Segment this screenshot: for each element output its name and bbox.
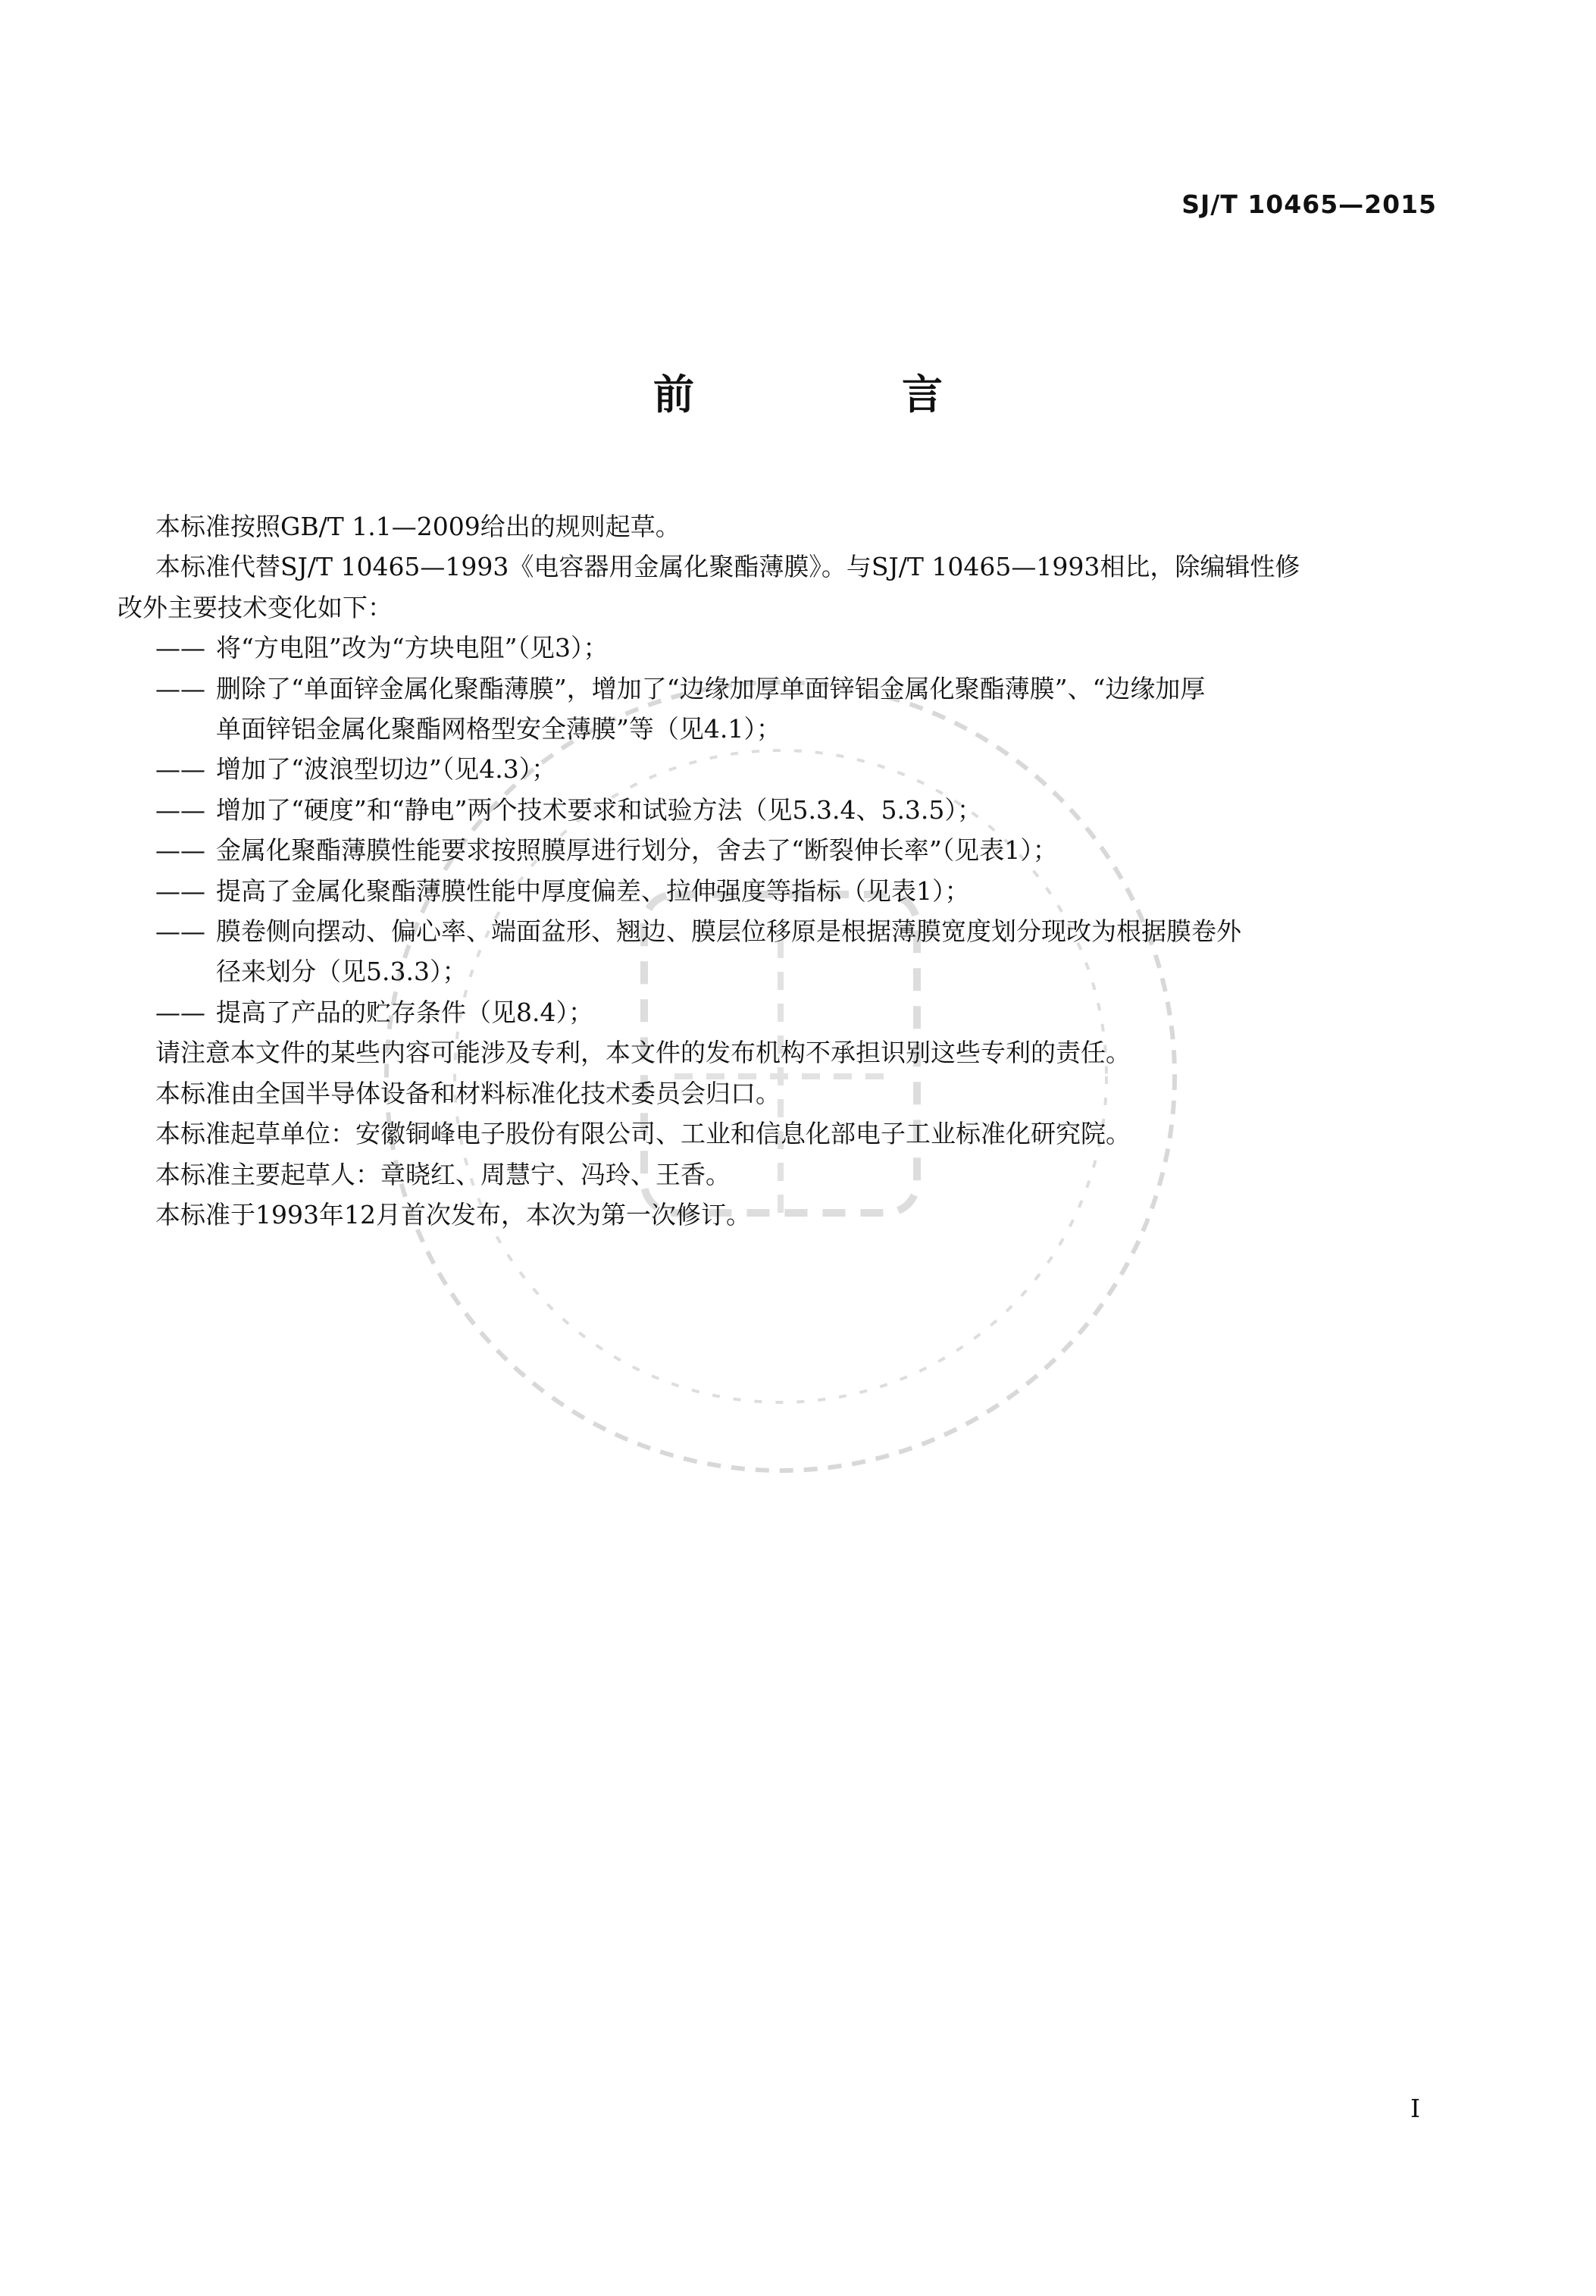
paragraph-drafting-rule: 本标准按照GB/T 1.1—2009给出的规则起草。 bbox=[155, 512, 681, 541]
paragraph-drafters: 本标准主要起草人：章晓红、周慧宁、冯玲、王香。 bbox=[155, 1159, 731, 1189]
paragraph-patent-notice: 请注意本文件的某些内容可能涉及专利，本文件的发布机构不承担识别这些专利的责任。 bbox=[155, 1038, 1131, 1068]
change-list bbox=[155, 628, 1444, 1032]
list-item: —— 增加了“硬度”和“静电”两个技术要求和试验方法（见5.3.4、5.3.5）； bbox=[155, 794, 982, 825]
paragraph-history: 本标准于1993年12月首次发布，本次为第一次修订。 bbox=[155, 1199, 751, 1229]
paragraph-drafting-units: 本标准起草单位：安徽铜峰电子股份有限公司、工业和信息化部电子工业标准化研究院。 bbox=[155, 1119, 1131, 1149]
list-item: —— 将“方电阻”改为“方块电阻”（见3）； bbox=[155, 633, 609, 663]
document-body bbox=[117, 506, 1444, 1235]
paragraph-committee: 本标准由全国半导体设备和材料标准化技术委员会归口。 bbox=[155, 1078, 781, 1108]
list-item: —— 提高了金属化聚酯薄膜性能中厚度偏差、拉伸强度等指标（见表1）； bbox=[155, 875, 970, 906]
page-title: 前 言 bbox=[653, 371, 1026, 418]
list-item: —— 提高了产品的贮存条件（见8.4）； bbox=[155, 997, 593, 1027]
list-item: —— 增加了“波浪型切边”（见4.3）； bbox=[155, 754, 557, 785]
list-item: —— 金属化聚酯薄膜性能要求按照膜厚进行划分，舍去了“断裂伸长率”（见表1）； bbox=[155, 835, 1058, 866]
standard-code: SJ/T 10465—2015 bbox=[1181, 190, 1437, 219]
paragraph-replacement: 本标准代替SJ/T 10465—1993《电容器用金属化聚酯薄膜》。与SJ/T 10465—1993相比，除编辑性修 改外主要技术变化如下： bbox=[117, 552, 1300, 622]
page-number: I bbox=[1410, 2094, 1420, 2123]
list-item: —— 删除了“单面锌金属化聚酯薄膜”，增加了“边缘加厚单面锌铝金属化聚酯薄膜”、“边缘加厚 单面锌铝金属化聚酯网格型安全薄膜”等（见4.1）； bbox=[155, 673, 1206, 744]
list-item: —— 膜卷侧向摆动、偏心率、端面盆形、翘边、膜层位移原是根据薄膜宽度划分现改为根据膜卷外 径来划分（见5.3.3）； bbox=[155, 916, 1241, 987]
